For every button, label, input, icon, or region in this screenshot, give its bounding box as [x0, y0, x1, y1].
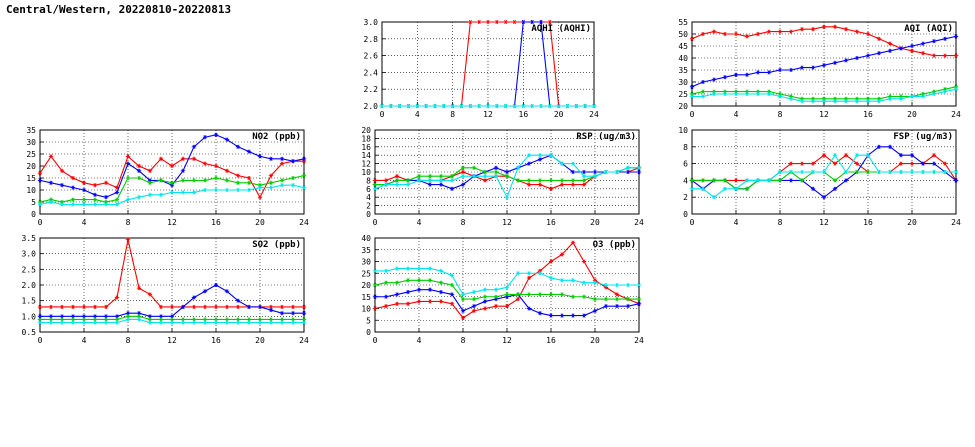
svg-text:5: 5 [31, 198, 36, 207]
chart-o3 [345, 230, 645, 348]
svg-text:24: 24 [951, 218, 961, 227]
svg-text:10: 10 [26, 186, 36, 195]
svg-text:20: 20 [255, 336, 265, 345]
svg-text:12: 12 [167, 336, 177, 345]
svg-text:4: 4 [414, 110, 420, 119]
svg-text:20: 20 [255, 218, 265, 227]
svg-text:SO2 (ppb): SO2 (ppb) [252, 240, 301, 250]
svg-text:8: 8 [450, 110, 456, 119]
svg-text:25: 25 [26, 150, 36, 159]
svg-text:0: 0 [31, 210, 36, 219]
svg-text:2.0: 2.0 [21, 281, 36, 290]
svg-text:2: 2 [366, 201, 371, 211]
svg-text:50: 50 [678, 30, 688, 39]
svg-text:4: 4 [416, 218, 422, 227]
svg-text:O3 (ppb): O3 (ppb) [592, 240, 636, 250]
svg-text:8: 8 [125, 336, 131, 345]
svg-text:24: 24 [951, 110, 961, 119]
svg-text:2.0: 2.0 [363, 102, 378, 111]
svg-text:20: 20 [590, 218, 600, 227]
svg-text:AQI (AQI): AQI (AQI) [904, 24, 953, 34]
svg-text:12: 12 [819, 110, 829, 119]
svg-text:2.8: 2.8 [363, 34, 378, 44]
svg-text:8: 8 [366, 176, 371, 186]
svg-text:24: 24 [589, 110, 599, 119]
svg-text:5: 5 [366, 316, 371, 326]
svg-text:0: 0 [37, 218, 43, 227]
svg-text:0: 0 [37, 336, 43, 345]
svg-text:3.0: 3.0 [21, 249, 36, 259]
svg-text:10: 10 [361, 304, 371, 314]
svg-text:15: 15 [361, 292, 371, 302]
svg-text:0: 0 [683, 210, 688, 219]
svg-text:40: 40 [361, 234, 371, 243]
svg-text:AQHI (AQHI): AQHI (AQHI) [531, 24, 591, 34]
svg-text:0: 0 [366, 328, 371, 337]
svg-text:NO2 (ppb): NO2 (ppb) [252, 132, 301, 142]
svg-text:4: 4 [733, 218, 739, 227]
svg-text:45: 45 [678, 42, 688, 51]
svg-text:24: 24 [299, 218, 309, 227]
svg-text:35: 35 [26, 126, 36, 135]
svg-text:55: 55 [678, 18, 688, 27]
svg-text:20: 20 [907, 218, 917, 227]
svg-text:4: 4 [81, 218, 87, 227]
svg-text:10: 10 [361, 168, 371, 177]
svg-text:4: 4 [81, 336, 87, 345]
svg-text:16: 16 [863, 110, 873, 119]
svg-text:16: 16 [546, 218, 556, 227]
svg-text:0: 0 [366, 210, 371, 219]
svg-text:12: 12 [483, 110, 493, 119]
svg-text:2.4: 2.4 [363, 68, 378, 78]
svg-text:3.5: 3.5 [21, 234, 36, 243]
svg-text:16: 16 [546, 336, 556, 345]
svg-text:0: 0 [372, 218, 378, 227]
svg-text:25: 25 [361, 269, 371, 279]
svg-text:8: 8 [460, 336, 466, 345]
chart-rsp [345, 122, 645, 230]
svg-text:24: 24 [634, 336, 644, 345]
chart-fsp [662, 122, 962, 230]
svg-text:18: 18 [361, 134, 371, 144]
svg-text:0: 0 [379, 110, 385, 119]
svg-text:RSP (ug/m3): RSP (ug/m3) [576, 132, 636, 142]
svg-text:35: 35 [678, 66, 688, 75]
svg-text:30: 30 [678, 78, 688, 87]
svg-text:16: 16 [361, 142, 371, 152]
svg-text:12: 12 [502, 218, 512, 227]
svg-text:35: 35 [361, 245, 371, 255]
page-title: Central/Western, 20220810-20220813 [6, 3, 232, 16]
svg-text:20: 20 [553, 110, 564, 119]
svg-text:20: 20 [590, 336, 600, 345]
svg-text:16: 16 [211, 218, 221, 227]
svg-text:6: 6 [683, 159, 688, 169]
svg-text:24: 24 [299, 336, 309, 345]
svg-text:20: 20 [361, 281, 371, 290]
svg-text:0: 0 [372, 336, 378, 345]
svg-text:2.2: 2.2 [363, 85, 378, 95]
svg-text:14: 14 [361, 151, 371, 161]
svg-text:16: 16 [211, 336, 221, 345]
svg-text:0: 0 [689, 110, 695, 119]
svg-text:6: 6 [366, 184, 371, 194]
svg-text:12: 12 [361, 159, 371, 169]
svg-text:3.0: 3.0 [363, 18, 378, 27]
svg-text:30: 30 [26, 138, 36, 147]
svg-text:FSP (ug/m3): FSP (ug/m3) [893, 132, 953, 142]
svg-text:0.5: 0.5 [21, 328, 36, 337]
svg-text:0: 0 [689, 218, 695, 227]
svg-text:20: 20 [361, 126, 371, 135]
svg-text:25: 25 [678, 90, 688, 99]
svg-text:40: 40 [678, 54, 688, 63]
svg-text:30: 30 [361, 257, 371, 267]
svg-text:8: 8 [683, 142, 688, 152]
chart-aqi [662, 14, 962, 122]
svg-text:2.5: 2.5 [21, 265, 36, 275]
svg-text:2: 2 [683, 193, 688, 203]
svg-text:15: 15 [26, 174, 36, 183]
svg-text:10: 10 [678, 126, 688, 135]
chart-aqhi [352, 14, 600, 122]
svg-text:16: 16 [863, 218, 873, 227]
svg-text:20: 20 [678, 102, 688, 111]
svg-text:20: 20 [26, 162, 36, 171]
svg-text:4: 4 [366, 193, 371, 203]
svg-text:8: 8 [460, 218, 466, 227]
svg-text:24: 24 [634, 218, 644, 227]
chart-no2 [10, 122, 310, 230]
svg-text:12: 12 [819, 218, 829, 227]
svg-text:8: 8 [777, 218, 783, 227]
svg-text:8: 8 [125, 218, 131, 227]
svg-text:20: 20 [907, 110, 917, 119]
svg-text:2.6: 2.6 [363, 51, 378, 61]
svg-text:8: 8 [777, 110, 783, 119]
svg-text:4: 4 [683, 176, 688, 186]
svg-text:16: 16 [518, 110, 529, 119]
svg-text:1.5: 1.5 [21, 296, 36, 306]
svg-text:12: 12 [502, 336, 512, 345]
svg-text:12: 12 [167, 218, 177, 227]
svg-text:4: 4 [416, 336, 422, 345]
svg-text:4: 4 [733, 110, 739, 119]
chart-so2 [10, 230, 310, 348]
svg-text:1.0: 1.0 [21, 312, 36, 322]
